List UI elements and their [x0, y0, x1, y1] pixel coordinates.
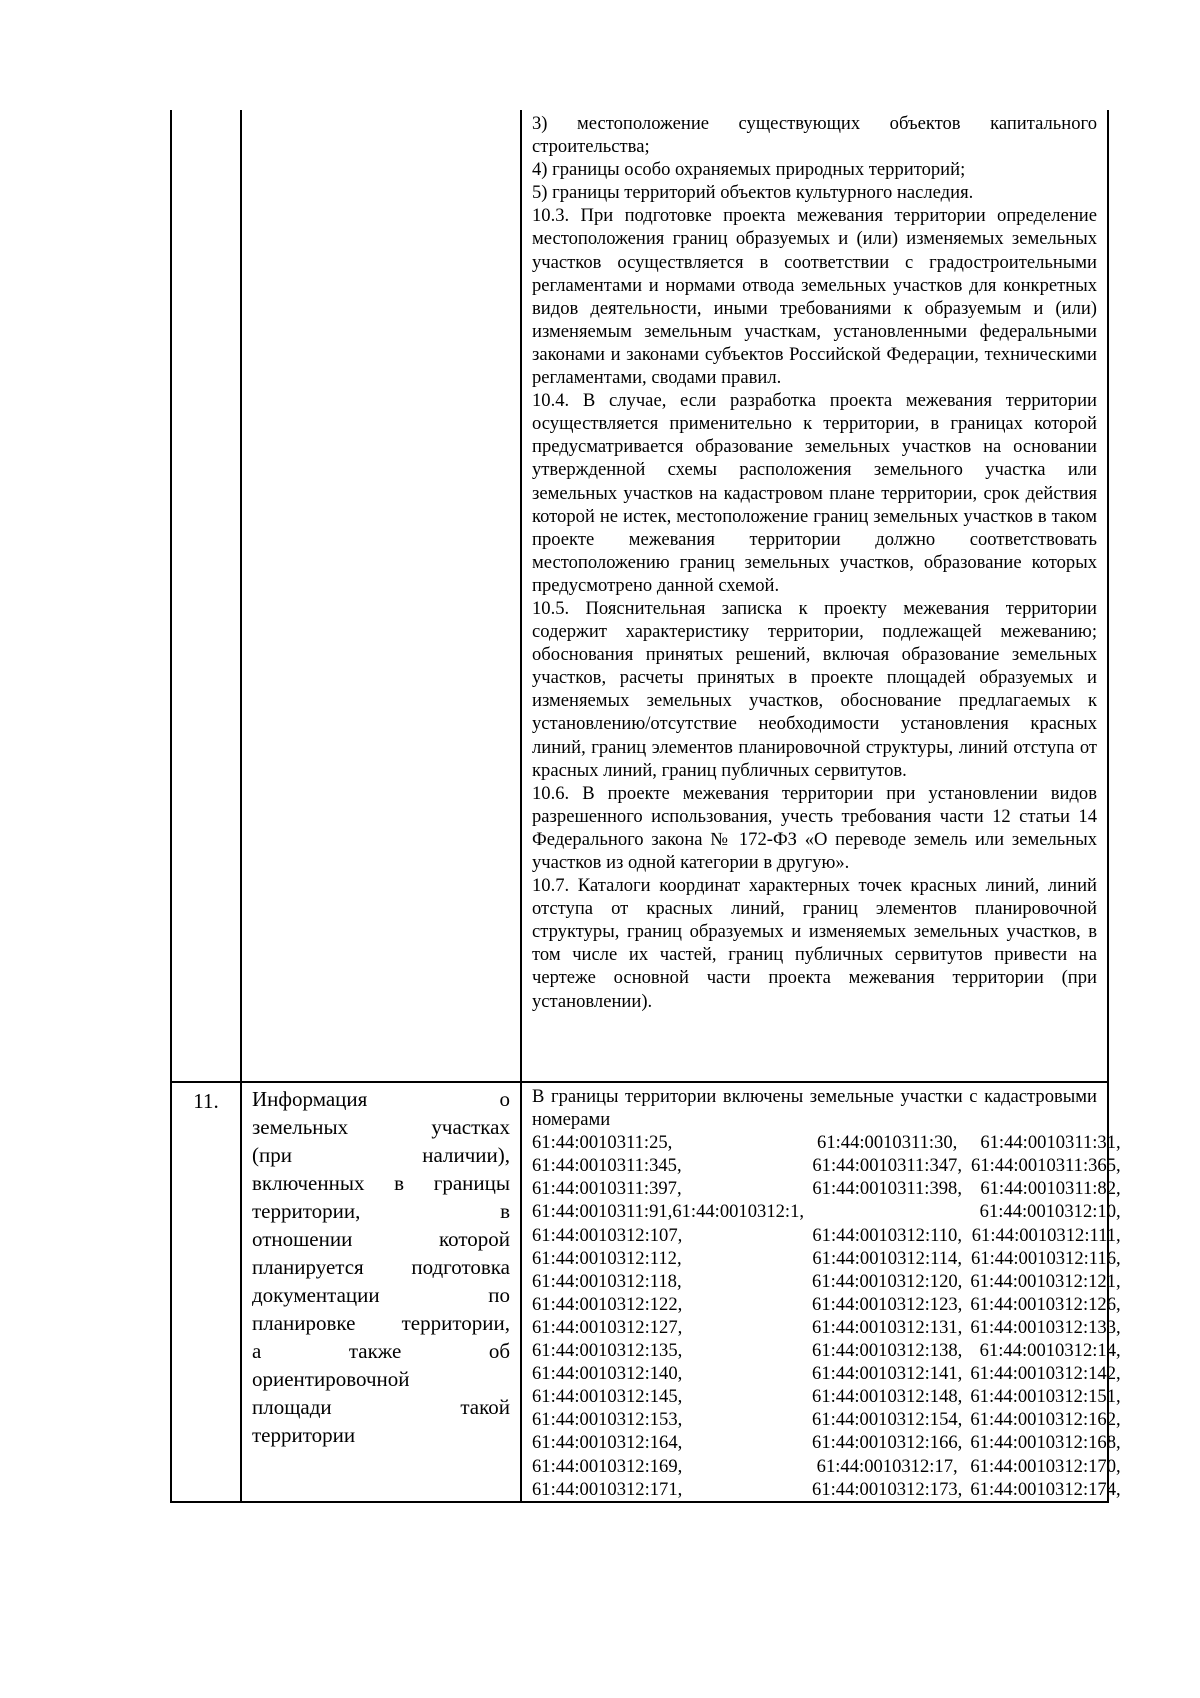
- cadastral-number: 61:44:0010312:154,: [812, 1409, 963, 1431]
- row-content-cell: [521, 110, 1108, 1082]
- row-label-cell: [241, 110, 521, 1082]
- paragraph: 10.7. Каталоги координат характерных точек красных линий, линий отступа от красных линий, границ элементов планировочной структуры, границ образуемых и изменяемых земельных участков, в том числе их частей, границ публичных сервитутов привести на чертеже основной части проекта межевания территории (при установлении).: [532, 875, 1097, 1012]
- row-number-cell: 11.: [171, 1082, 241, 1502]
- cadastral-number: 61:44:0010312:122,: [532, 1293, 683, 1315]
- cadastral-number: 61:44:0010312:164,: [532, 1432, 683, 1454]
- cadastral-number: 61:44:0010312:121,: [970, 1270, 1121, 1292]
- cadastral-number: 61:44:0010311:397,: [532, 1178, 682, 1200]
- cadastral-number: 61:44:0010312:145,: [532, 1386, 683, 1408]
- cadastral-number: 61:44:0010311:365,: [971, 1155, 1121, 1177]
- paragraph: 10.3. При подготовке проекта межевания территории определение местоположения границ образуемых и (или) изменяемых земельных участков осуществляется в соответствии с градостроительными регламентами и нормами отвода земельных участков для конкретных видов деятельности, иными требованиями к образуемым и (или) изменяемым земельным участкам, установленными федеральными законами и законами субъектов Российской Федерации, техническими регламентами, сводами правил.: [532, 205, 1097, 389]
- cadastral-number: 61:44:0010312:151,: [970, 1386, 1121, 1408]
- cadastral-number: 61:44:0010312:142,: [970, 1363, 1121, 1385]
- cadastral-number: 61:44:0010312:126,: [970, 1293, 1121, 1315]
- cadastral-number: 61:44:0010312:168,: [970, 1432, 1121, 1454]
- label-line: территории: [252, 1423, 356, 1447]
- label-line: площади такой: [252, 1395, 510, 1419]
- cadastral-number: 61:44:0010312:114,: [812, 1247, 962, 1269]
- cadastral-number: 61:44:0010312:107,: [532, 1224, 683, 1246]
- cadastral-number: 61:44:0010312:131,: [812, 1316, 963, 1338]
- label-line: планировке территории,: [252, 1311, 510, 1335]
- table-row-11: [171, 1082, 1108, 1502]
- intro-text: В границы территории включены земельные участки с кадастровыми номерами: [532, 1086, 1097, 1131]
- cadastral-number: 61:44:0010312:116,: [971, 1247, 1121, 1269]
- cadastral-number: 61:44:0010312:169,: [532, 1455, 683, 1477]
- cadastral-number: 61:44:0010312:162,: [970, 1409, 1121, 1431]
- cadastral-number: 61:44:0010312:133,: [970, 1316, 1121, 1338]
- cadastral-number: 61:44:0010312:123,: [812, 1293, 963, 1315]
- cadastral-number: 61:44:0010312:171,: [532, 1478, 683, 1500]
- paragraph: 3) местоположение существующих объектов капитального строительства;: [532, 113, 1097, 158]
- cadastral-number: 61:44:0010311:30,: [817, 1132, 958, 1154]
- label-line: территории, в: [252, 1199, 510, 1223]
- cadastral-number: 61:44:0010312:127,: [532, 1316, 683, 1338]
- cadastral-number: 61:44:0010312:17,: [816, 1455, 958, 1477]
- cadastral-number: 61:44:0010312:120,: [812, 1270, 963, 1292]
- cadastral-number: 61:44:0010311:31,: [980, 1132, 1121, 1154]
- label-line: а также об: [252, 1339, 510, 1363]
- cadastral-number: [812, 1200, 962, 1223]
- paragraph: 10.5. Пояснительная записка к проекту межевания территории содержит характеристику территории, подлежащей межеванию; обоснования принятых решений, включая образование земельных участков, расчеты принятых в проекте площадей образуемых и изменяемых земельных участков, обоснование предлагаемых к установлению/отсутствие необходимости установления красных линий, границ элементов планировочной структуры, линий отступа от красных линий, границ публичных сервитутов.: [532, 597, 1097, 781]
- paragraph: 5) границы территорий объектов культурного наследия.: [532, 182, 974, 204]
- paragraph: 4) границы особо охраняемых природных территорий;: [532, 159, 966, 181]
- cadastral-number: 61:44:0010312:141,: [812, 1363, 963, 1385]
- cadastral-number: 61:44:0010311:91,61:44:0010312:1,: [532, 1201, 805, 1223]
- cadastral-number: 61:44:0010312:140,: [532, 1363, 683, 1385]
- cadastral-number: 61:44:0010312:110,: [812, 1224, 962, 1246]
- cadastral-number: 61:44:0010312:153,: [532, 1409, 683, 1431]
- cadastral-number: 61:44:0010312:138,: [812, 1340, 963, 1362]
- cadastral-number: 61:44:0010312:118,: [532, 1270, 682, 1292]
- label-line: (при наличии),: [252, 1143, 510, 1167]
- cadastral-number: 61:44:0010312:112,: [532, 1247, 682, 1269]
- cadastral-number: 61:44:0010312:166,: [812, 1432, 963, 1454]
- cadastral-number-list: [532, 1131, 1121, 1501]
- label-line: отношении которой: [252, 1227, 510, 1251]
- label-line: включенных в границы: [252, 1171, 510, 1195]
- cadastral-number: 61:44:0010311:25,: [532, 1132, 673, 1154]
- row-label-cell: [241, 1082, 521, 1502]
- label-line: документации по: [252, 1283, 510, 1307]
- cadastral-number: 61:44:0010311:347,: [812, 1155, 962, 1177]
- label-line: ориентировочной: [252, 1367, 410, 1391]
- paragraph: 10.4. В случае, если разработка проекта межевания территории осуществляется применительно к территории, в границах которой предусматривается образование земельных участков на основании утвержденной схемы расположения земельного участка или земельных участков на кадастровом плане территории, срок действия которой не истек, местоположение границ земельных участков в таком проекте межевания территории должно соответствовать местоположению границ земельных участков, образование которых предусмотрено данной схемой.: [532, 390, 1097, 596]
- table-row-continued: [171, 110, 1108, 1082]
- cadastral-number: 61:44:0010312:10,: [979, 1201, 1121, 1223]
- requirements-table: [170, 110, 1121, 1503]
- cadastral-number: 61:44:0010312:174,: [970, 1478, 1121, 1500]
- cadastral-number: 61:44:0010312:148,: [812, 1386, 963, 1408]
- paragraph: 10.6. В проекте межевания территории при установлении видов разрешенного использования, учесть требования части 12 статьи 14 Федерального закона № 172-ФЗ «О переводе земель или земельных участков из одной категории в другую».: [532, 782, 1097, 873]
- cadastral-number: 61:44:0010312:111,: [971, 1224, 1121, 1246]
- row-content-cell: [521, 1082, 1121, 1502]
- label-line: планируется подготовка: [252, 1255, 510, 1279]
- cadastral-number: 61:44:0010311:82,: [980, 1178, 1121, 1200]
- cadastral-number: 61:44:0010311:345,: [532, 1155, 682, 1177]
- label-line: земельных участках: [252, 1115, 510, 1139]
- cadastral-number: 61:44:0010311:398,: [812, 1178, 962, 1200]
- row-number-cell: [171, 110, 241, 1082]
- label-line: Информация о: [252, 1087, 510, 1111]
- cadastral-number: 61:44:0010312:14,: [979, 1340, 1121, 1362]
- cadastral-number: 61:44:0010312:170,: [970, 1455, 1121, 1477]
- cadastral-number: 61:44:0010312:135,: [532, 1340, 683, 1362]
- cadastral-number: 61:44:0010312:173,: [812, 1478, 963, 1500]
